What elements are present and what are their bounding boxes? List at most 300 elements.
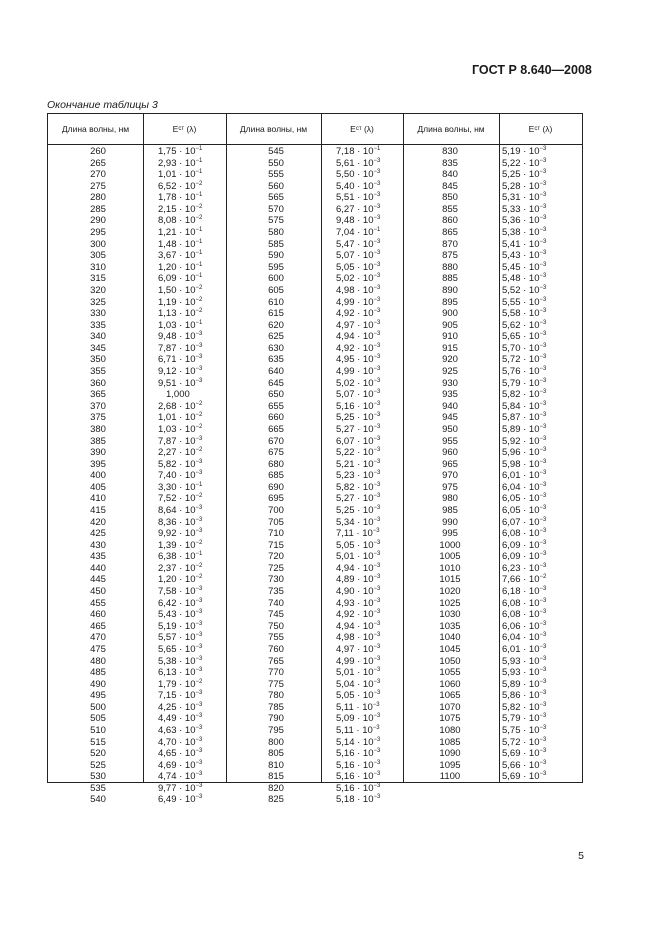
value-exponent: −3	[539, 157, 547, 164]
value-cell	[502, 505, 546, 517]
value-exponent: −3	[195, 609, 203, 616]
wavelength-cell: 385	[90, 435, 106, 447]
value-mantissa: 4,98 · 10	[336, 284, 374, 296]
wavelength-cell: 645	[268, 377, 284, 389]
wavelength-cell: 415	[90, 504, 106, 516]
wavelength-cell: 625	[268, 331, 284, 343]
value-exponent: −3	[373, 192, 381, 199]
wavelength-cell: 1080	[439, 725, 461, 736]
value-mantissa: 4,97 · 10	[336, 319, 374, 331]
value-mantissa: 7,15 · 10	[158, 690, 196, 702]
value-cell	[502, 436, 546, 448]
value-mantissa: 6,18 · 10	[502, 586, 540, 598]
value-exponent: −1	[195, 261, 203, 268]
value-mantissa: 4,69 · 10	[158, 759, 196, 771]
table-caption: Окончание таблицы 3	[47, 99, 158, 111]
value-exponent: −3	[195, 690, 203, 697]
wavelength-cell: 1055	[439, 667, 461, 679]
value-exponent: −3	[373, 412, 381, 419]
value-cell	[158, 343, 202, 355]
value-cell	[158, 574, 202, 586]
value-cell	[336, 343, 380, 355]
value-exponent: −3	[195, 794, 203, 801]
value-exponent: −2	[539, 574, 547, 581]
value-mantissa: 5,33 · 10	[502, 203, 540, 215]
value-cell	[502, 331, 546, 343]
value-mantissa: 5,57 · 10	[158, 632, 196, 644]
wavelength-cell: 280	[90, 192, 106, 204]
value-exponent: −3	[372, 701, 380, 708]
wavelength-cell: 590	[268, 250, 284, 262]
value-mantissa: 5,05 · 10	[336, 261, 374, 273]
wavelength-cell: 630	[268, 342, 284, 354]
value-mantissa: 5,27 · 10	[336, 493, 374, 505]
value-exponent: −3	[373, 643, 381, 650]
wavelength-cell: 685	[268, 470, 284, 482]
value-exponent: −3	[373, 771, 381, 778]
wavelength-cell: 320	[90, 284, 106, 296]
wavelength-cell: 1045	[439, 643, 461, 655]
value-mantissa: 6,27 · 10	[336, 203, 374, 215]
value-mantissa: 5,43 · 10	[502, 250, 540, 262]
value-cell	[336, 632, 380, 644]
wavelength-cell: 835	[442, 157, 458, 169]
value-exponent: −3	[539, 470, 547, 477]
wavelength-cell: 775	[268, 678, 284, 690]
wavelength-cell: 690	[268, 481, 284, 493]
value-exponent: −3	[373, 250, 381, 257]
value-exponent: −3	[539, 551, 547, 558]
wavelength-cell: 850	[442, 192, 458, 204]
value-exponent: −3	[195, 643, 203, 650]
value-exponent: −3	[373, 400, 381, 407]
wavelength-cell: 325	[90, 296, 106, 308]
wavelength-cell: 800	[268, 736, 284, 748]
value-mantissa: 4,94 · 10	[336, 331, 374, 343]
wavelength-cell: 1040	[439, 632, 461, 644]
wavelength-cell: 760	[268, 643, 284, 655]
value-mantissa: 9,12 · 10	[158, 366, 196, 378]
wavelength-cell: 875	[442, 250, 458, 262]
value-exponent: −3	[195, 470, 203, 477]
value-mantissa: 5,86 · 10	[502, 690, 540, 702]
column-header-value	[143, 114, 226, 144]
value-mantissa: 5,87 · 10	[502, 412, 540, 424]
wavelength-cell: 485	[90, 667, 106, 679]
wavelength-cell: 970	[442, 470, 458, 482]
value-cell	[502, 621, 546, 633]
value-mantissa: 4,70 · 10	[158, 736, 196, 748]
wavelength-cell: 710	[268, 528, 284, 540]
value-cell	[502, 748, 546, 760]
wavelength-cell: 530	[90, 771, 106, 783]
value-cell	[502, 725, 546, 737]
value-mantissa: 1,01 · 10	[158, 169, 196, 181]
wavelength-cell: 890	[442, 284, 458, 296]
wavelength-cell: 275	[90, 180, 106, 192]
wavelength-cell: 425	[90, 528, 106, 540]
value-mantissa: 5,47 · 10	[336, 238, 374, 250]
value-exponent: −3	[373, 504, 381, 511]
value-mantissa: 4,92 · 10	[336, 308, 374, 320]
wavelength-cell: 670	[268, 435, 284, 447]
value-cell	[158, 586, 202, 598]
value-mantissa: 9,92 · 10	[158, 528, 196, 540]
value-exponent: −3	[539, 146, 547, 152]
value-cell	[336, 656, 380, 668]
value-mantissa: 4,95 · 10	[336, 354, 374, 366]
value-mantissa: 9,48 · 10	[336, 215, 374, 227]
value-exponent: −3	[539, 169, 547, 176]
wavelength-cell: 650	[268, 389, 284, 401]
value-mantissa: 1,75 · 10	[158, 146, 196, 157]
header-divider	[48, 144, 582, 145]
value-cell	[158, 632, 202, 644]
wavelength-cell: 560	[268, 180, 284, 192]
wavelength-cell: 1065	[439, 690, 461, 702]
value-cell	[336, 551, 380, 563]
value-cell	[502, 632, 546, 644]
value-exponent: −1	[195, 227, 203, 234]
wavelength-cell: 1010	[439, 562, 461, 574]
value-cell	[336, 690, 380, 702]
wavelength-cell: 305	[90, 250, 106, 262]
value-exponent: −3	[373, 180, 381, 187]
value-mantissa: 7,58 · 10	[158, 586, 196, 598]
value-cell	[158, 656, 202, 668]
value-mantissa: 4,25 · 10	[158, 701, 196, 713]
wavelength-cell: 490	[90, 678, 106, 690]
wavelength-cell: 315	[90, 273, 106, 285]
wavelength-cell: 745	[268, 609, 284, 621]
value-exponent: −3	[373, 238, 381, 245]
value-mantissa: 1,20 · 10	[158, 574, 196, 586]
value-exponent: −3	[373, 169, 381, 176]
wavelength-cell: 465	[90, 620, 106, 632]
value-mantissa: 5,51 · 10	[336, 192, 374, 204]
value-cell	[502, 713, 546, 725]
value-exponent: −3	[373, 620, 381, 627]
wavelength-cell: 900	[442, 308, 458, 320]
value-cell	[158, 621, 202, 633]
wavelength-cell: 960	[442, 447, 458, 459]
value-exponent: −3	[373, 574, 381, 581]
value-mantissa: 5,38 · 10	[158, 655, 196, 667]
wavelength-cell: 1015	[439, 574, 461, 586]
value-exponent: −1	[195, 157, 203, 164]
wavelength-cell: 1000	[439, 539, 461, 551]
value-mantissa: 6,01 · 10	[502, 470, 540, 482]
value-mantissa: 5,16 · 10	[336, 782, 374, 794]
value-cell	[502, 563, 546, 575]
wavelength-cell: 870	[442, 238, 458, 250]
value-cell	[502, 158, 546, 170]
wavelength-cell: 440	[90, 562, 106, 574]
wavelength-cell: 765	[268, 655, 284, 667]
value-exponent: −3	[373, 435, 381, 442]
value-mantissa: 5,22 · 10	[502, 157, 540, 169]
value-cell	[158, 308, 202, 320]
value-exponent: −3	[539, 215, 547, 222]
value-cell	[502, 493, 546, 505]
value-exponent: −1	[195, 481, 203, 488]
value-exponent: −3	[539, 458, 547, 465]
value-mantissa: 5,25 · 10	[336, 504, 374, 516]
value-mantissa: 5,02 · 10	[336, 273, 374, 285]
value-mantissa: 6,01 · 10	[502, 643, 540, 655]
value-mantissa: 4,63 · 10	[158, 725, 196, 736]
value-exponent: −3	[539, 250, 547, 257]
value-cell	[502, 308, 546, 320]
value-exponent: −2	[195, 215, 203, 222]
value-cell	[336, 158, 380, 170]
value-mantissa: 6,52 · 10	[158, 180, 196, 192]
value-cell	[158, 320, 202, 332]
value-exponent: −3	[539, 678, 547, 685]
wavelength-cell: 575	[268, 215, 284, 227]
value-exponent: −3	[539, 597, 547, 604]
value-exponent: −3	[373, 516, 381, 523]
value-exponent: −2	[195, 400, 203, 407]
wavelength-cell: 610	[268, 296, 284, 308]
value-exponent: −3	[373, 667, 381, 674]
value-mantissa: 5,70 · 10	[502, 342, 540, 354]
value-mantissa: 4,94 · 10	[336, 620, 374, 632]
value-exponent: −3	[373, 273, 381, 280]
value-symbol: E	[350, 124, 356, 134]
value-mantissa: 5,41 · 10	[502, 238, 540, 250]
wavelength-cell: 810	[268, 759, 284, 771]
value-exponent: −2	[195, 284, 203, 291]
wavelength-cell: 1090	[439, 748, 461, 760]
value-exponent: −1	[195, 192, 203, 199]
value-cell	[502, 285, 546, 297]
value-exponent: −3	[539, 771, 547, 778]
value-exponent: −3	[373, 423, 381, 430]
value-cell	[502, 598, 546, 610]
value-cell	[158, 146, 202, 158]
value-cell	[158, 181, 202, 193]
value-mantissa: 5,82 · 10	[502, 701, 540, 713]
wavelength-cell: 905	[442, 319, 458, 331]
value-mantissa: 6,04 · 10	[502, 632, 540, 644]
value-exponent: −3	[372, 725, 380, 731]
value-cell	[158, 239, 202, 251]
value-mantissa: 5,16 · 10	[336, 759, 374, 771]
wavelength-cell: 355	[90, 366, 106, 378]
value-cell	[158, 690, 202, 702]
wavelength-cell: 1050	[439, 655, 461, 667]
value-mantissa: 5,65 · 10	[502, 331, 540, 343]
value-cell	[502, 760, 546, 772]
value-cell	[502, 517, 546, 529]
value-exponent: −3	[373, 342, 381, 349]
value-exponent: −2	[195, 493, 203, 500]
value-exponent: −3	[539, 447, 547, 454]
wavelength-cell: 660	[268, 412, 284, 424]
value-mantissa: 5,76 · 10	[502, 366, 540, 378]
value-exponent: −3	[195, 366, 203, 373]
value-exponent: −2	[195, 180, 203, 187]
value-mantissa: 4,94 · 10	[336, 562, 374, 574]
value-exponent: −3	[195, 354, 203, 361]
value-cell	[336, 794, 380, 806]
value-exponent: −3	[195, 435, 203, 442]
value-exponent: −3	[195, 342, 203, 349]
value-cell	[158, 215, 202, 227]
value-exponent: −3	[539, 354, 547, 361]
value-mantissa: 9,51 · 10	[158, 377, 196, 389]
value-exponent: −3	[539, 713, 547, 720]
value-exponent: −3	[539, 586, 547, 593]
value-exponent: −3	[373, 447, 381, 454]
value-exponent: −2	[195, 308, 203, 315]
wavelength-cell: 860	[442, 215, 458, 227]
value-cell	[336, 737, 380, 749]
value-mantissa: 5,16 · 10	[336, 400, 374, 412]
value-exponent: −3	[539, 632, 547, 639]
value-mantissa: 3,67 · 10	[158, 250, 196, 262]
value-exponent: −3	[372, 528, 380, 535]
value-cell	[158, 725, 202, 737]
value-exponent: −3	[539, 331, 547, 338]
value-mantissa: 6,49 · 10	[158, 794, 196, 806]
value-mantissa: 1,79 · 10	[158, 678, 196, 690]
value-cell	[158, 563, 202, 575]
value-cell	[502, 389, 546, 401]
wavelength-cell: 920	[442, 354, 458, 366]
value-cell	[336, 169, 380, 181]
value-cell	[158, 493, 202, 505]
value-exponent: −3	[539, 412, 547, 419]
value-cell	[158, 366, 202, 378]
value-cell	[158, 273, 202, 285]
value-exponent: −3	[539, 504, 547, 511]
value-mantissa: 5,82 · 10	[502, 389, 540, 401]
wavelength-cell: 995	[442, 528, 458, 540]
value-cell	[502, 204, 546, 216]
value-cell	[158, 447, 202, 459]
value-mantissa: 1,19 · 10	[158, 296, 196, 308]
wavelength-cell: 365	[90, 389, 106, 401]
value-mantissa: 6,23 · 10	[502, 562, 540, 574]
value-exponent: −3	[373, 562, 381, 569]
value-exponent: −3	[539, 528, 547, 535]
wavelength-cell: 410	[90, 493, 106, 505]
value-exponent: −3	[195, 713, 203, 720]
value-cell	[336, 354, 380, 366]
value-cell	[502, 459, 546, 471]
wavelength-cell: 795	[268, 725, 284, 736]
value-mantissa: 5,25 · 10	[336, 412, 374, 424]
value-cell	[158, 598, 202, 610]
value-exponent: −3	[539, 423, 547, 430]
value-mantissa: 5,01 · 10	[336, 667, 374, 679]
value-exponent: −3	[373, 586, 381, 593]
value-cell	[158, 505, 202, 517]
value-cell	[336, 702, 380, 714]
value-exponent: −3	[373, 690, 381, 697]
value-exponent: −3	[373, 748, 381, 755]
value-exponent: −3	[539, 516, 547, 523]
wavelength-cell: 345	[90, 342, 106, 354]
value-mantissa: 1,13 · 10	[158, 308, 196, 320]
value-cell	[158, 760, 202, 772]
value-mantissa: 5,31 · 10	[502, 192, 540, 204]
value-symbol: E	[528, 124, 535, 134]
value-cell	[336, 517, 380, 529]
value-exponent: −3	[539, 377, 547, 384]
wavelength-cell: 680	[268, 458, 284, 470]
value-exponent: −1	[195, 273, 203, 280]
value-cell	[158, 424, 202, 436]
value-cell	[158, 412, 202, 424]
value-mantissa: 4,90 · 10	[336, 586, 374, 598]
value-exponent: −3	[373, 782, 381, 789]
value-exponent: −3	[539, 643, 547, 650]
value-mantissa: 7,04 · 10	[336, 227, 374, 239]
value-cell	[336, 262, 380, 274]
value-exponent: −3	[195, 528, 203, 535]
value-mantissa: 6,04 · 10	[502, 481, 540, 493]
value-mantissa: 4,93 · 10	[336, 597, 374, 609]
value-mantissa: 5,92 · 10	[502, 435, 540, 447]
value-cell	[336, 528, 380, 540]
wavelength-cell: 665	[268, 423, 284, 435]
wavelength-cell: 360	[90, 377, 106, 389]
value-cell	[158, 667, 202, 679]
wavelength-cell: 330	[90, 308, 106, 320]
value-mantissa: 1,000	[166, 389, 190, 401]
value-cell	[502, 667, 546, 679]
value-mantissa: 5,05 · 10	[336, 690, 374, 702]
wavelength-cell: 945	[442, 412, 458, 424]
value-exponent: −3	[195, 458, 203, 465]
wavelength-cell: 1020	[439, 586, 461, 598]
column-divider	[321, 114, 322, 782]
value-cell	[158, 297, 202, 309]
wavelength-cell: 520	[90, 748, 106, 760]
value-symbol-sup: ст	[534, 126, 541, 132]
value-exponent: −3	[539, 493, 547, 500]
wavelength-cell: 790	[268, 713, 284, 725]
wavelength-cell: 450	[90, 586, 106, 598]
value-cell	[158, 551, 202, 563]
wavelength-cell: 1075	[439, 713, 461, 725]
wavelength-cell: 525	[90, 759, 106, 771]
value-cell	[336, 760, 380, 772]
wavelength-cell: 400	[90, 470, 106, 482]
value-cell	[336, 308, 380, 320]
column-header-value	[499, 114, 582, 144]
value-exponent: −3	[539, 366, 547, 373]
value-mantissa: 4,92 · 10	[336, 342, 374, 354]
value-cell	[502, 215, 546, 227]
value-cell	[502, 737, 546, 749]
value-mantissa: 1,03 · 10	[158, 319, 196, 331]
value-mantissa: 5,72 · 10	[502, 736, 540, 748]
value-mantissa: 5,84 · 10	[502, 400, 540, 412]
value-exponent: −2	[195, 412, 203, 419]
value-cell	[502, 401, 546, 413]
value-exponent: −3	[373, 157, 381, 164]
value-exponent: −3	[373, 470, 381, 477]
value-mantissa: 5,55 · 10	[502, 296, 540, 308]
value-exponent: −3	[539, 655, 547, 662]
value-exponent: −3	[373, 678, 381, 685]
value-exponent: −3	[373, 296, 381, 303]
wavelength-cell: 915	[442, 342, 458, 354]
